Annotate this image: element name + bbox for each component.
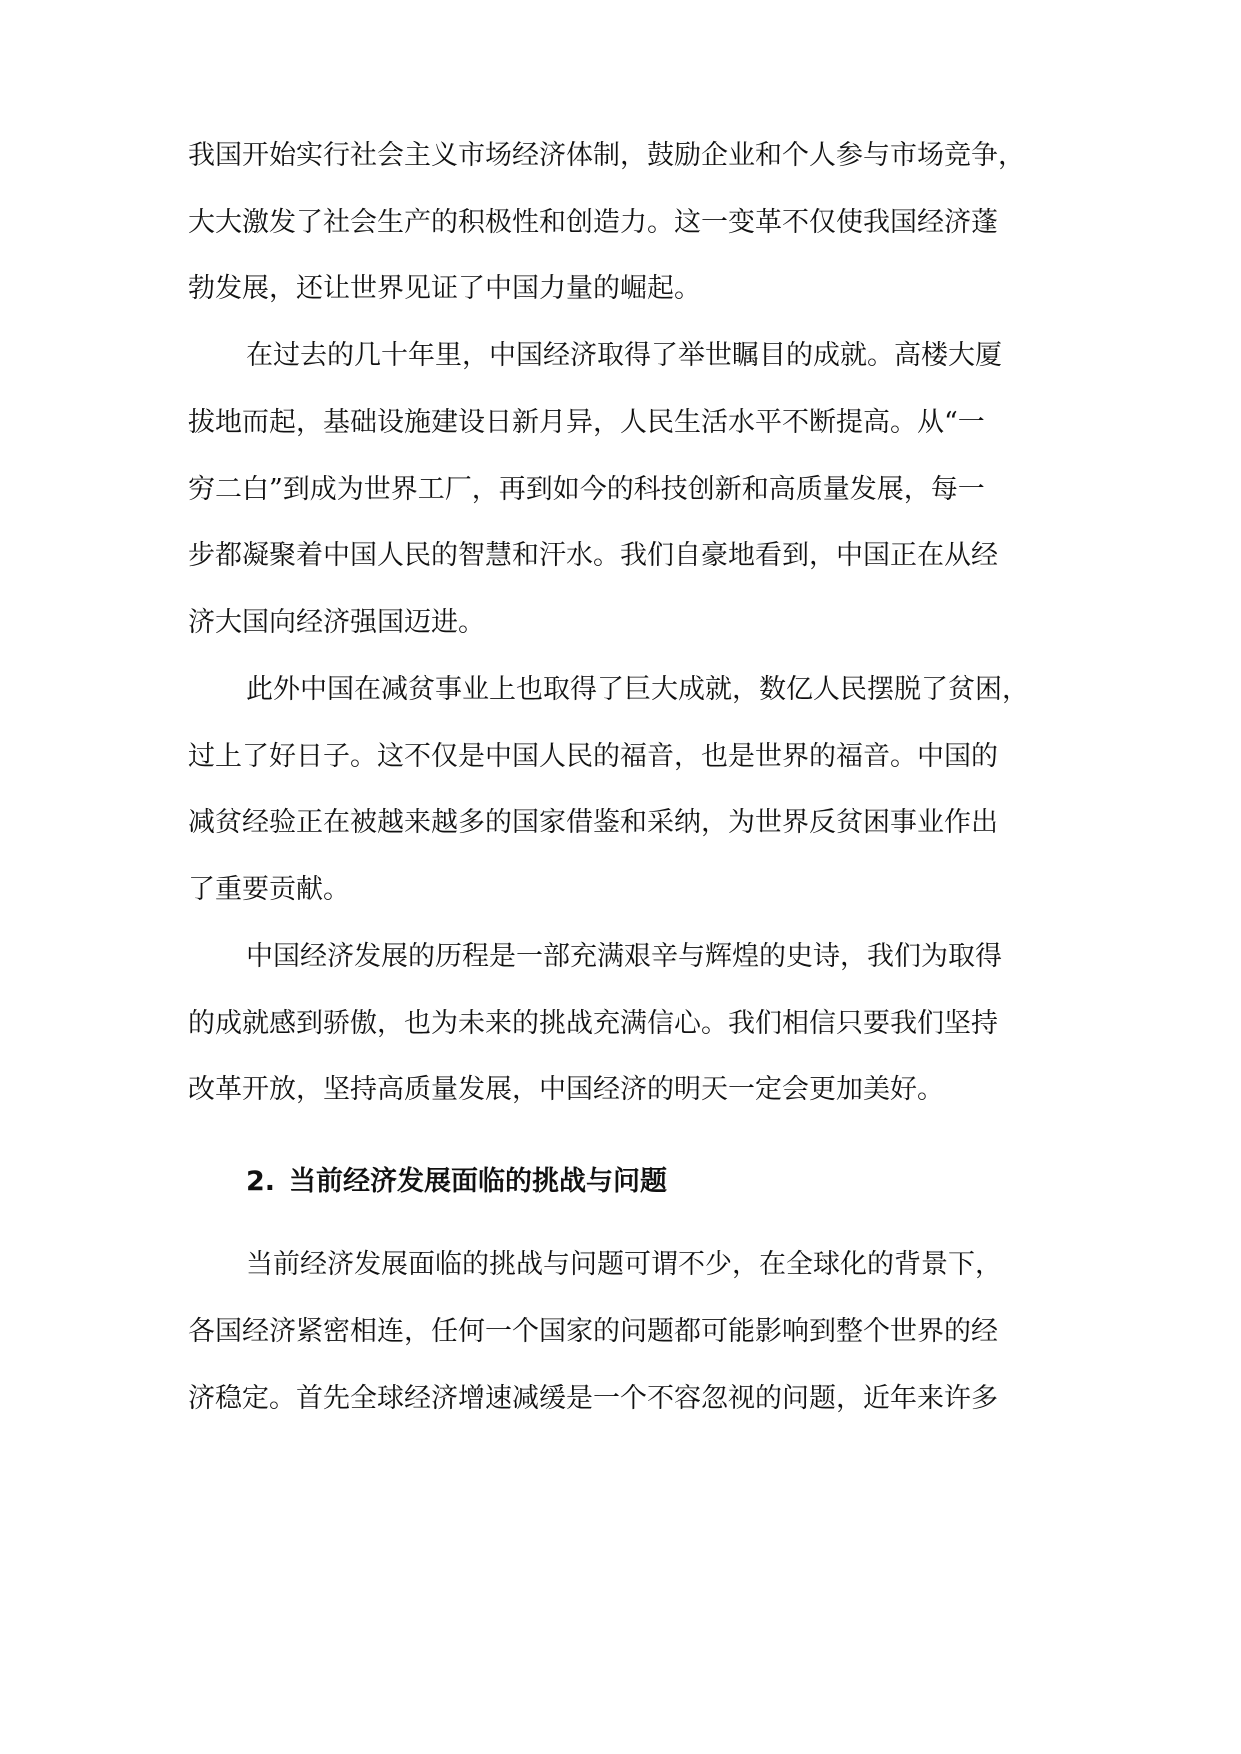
paragraph-3-line-3: 减贫经验正在被越来越多的国家借鉴和采纳，为世界反贫困事业作出 [188,807,998,838]
section-heading-number: 2. [246,1166,276,1197]
paragraph-1-line-3: 勃发展，还让世界见证了中国力量的崛起。 [188,273,701,304]
paragraph-1-line-1: 我国开始实行社会主义市场经济体制，鼓励企业和个人参与市场竞争， [188,140,1025,171]
section-heading-title: 当前经济发展面临的挑战与问题 [289,1166,668,1197]
paragraph-3-line-1: 此外中国在减贫事业上也取得了巨大成就，数亿人民摆脱了贫困， [246,674,1029,705]
paragraph-4-line-3: 改革开放，坚持高质量发展，中国经济的明天一定会更加美好。 [188,1074,944,1105]
paragraph-2-line-2: 拔地而起，基础设施建设日新月异，人民生活水平不断提高。从“一 [188,407,985,438]
paragraph-2-line-3: 穷二白”到成为世界工厂，再到如今的科技创新和高质量发展，每一 [188,474,985,505]
section-paragraph-line-3: 济稳定。首先全球经济增速减缓是一个不容忽视的问题，近年来许多 [188,1383,998,1414]
paragraph-3-line-4: 了重要贡献。 [188,874,350,905]
paragraph-3-line-2: 过上了好日子。这不仅是中国人民的福音，也是世界的福音。中国的 [188,741,998,772]
section-paragraph-line-1: 当前经济发展面临的挑战与问题可谓不少，在全球化的背景下， [246,1249,1002,1280]
section-heading [246,1165,667,1199]
paragraph-2-line-1: 在过去的几十年里，中国经济取得了举世瞩目的成就。高楼大厦 [246,340,1002,371]
paragraph-2-line-4: 步都凝聚着中国人民的智慧和汗水。我们自豪地看到，中国正在从经 [188,540,998,571]
section-paragraph-line-2: 各国经济紧密相连，任何一个国家的问题都可能影响到整个世界的经 [188,1316,998,1347]
paragraph-4-line-1: 中国经济发展的历程是一部充满艰辛与辉煌的史诗，我们为取得 [246,941,1002,972]
paragraph-1-line-2: 大大激发了社会生产的积极性和创造力。这一变革不仅使我国经济蓬 [188,207,998,238]
paragraph-2-line-5: 济大国向经济强国迈进。 [188,607,485,638]
paragraph-4-line-2: 的成就感到骄傲，也为未来的挑战充满信心。我们相信只要我们坚持 [188,1008,998,1039]
